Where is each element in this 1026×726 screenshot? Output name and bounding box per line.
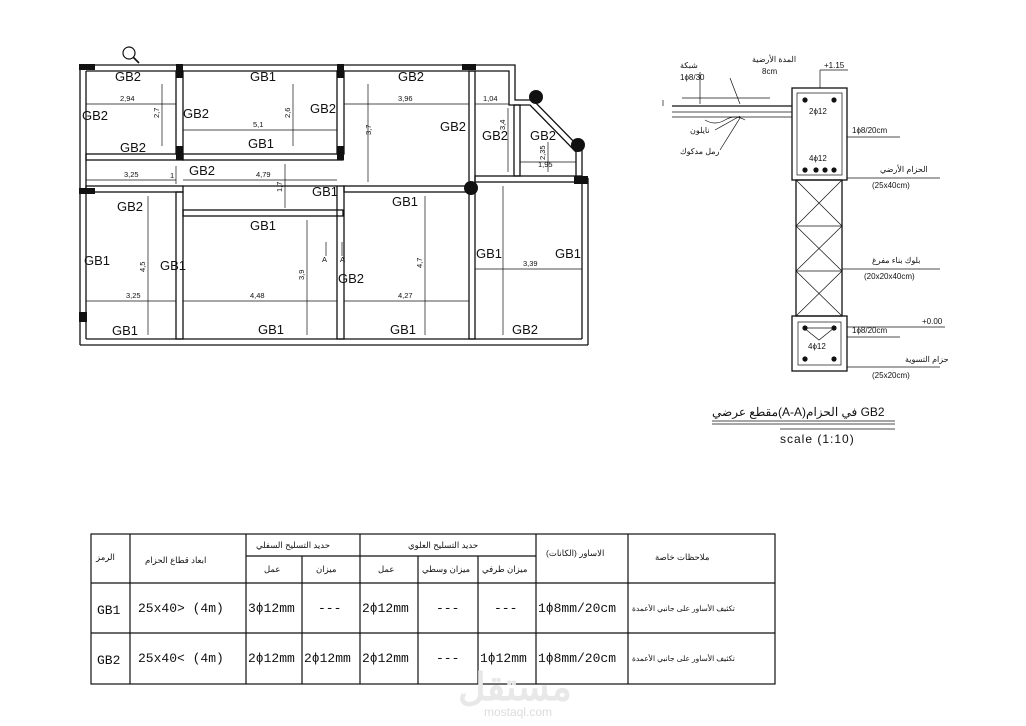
ground-beam-label: الحزام الأرضي — [880, 165, 928, 174]
beam-label: GB1 — [390, 322, 417, 337]
beam-label: GB2 — [189, 163, 216, 178]
row1-stirrups: 1ϕ8mm/20cm — [538, 601, 617, 616]
row2-top-main: 2ϕ12mm — [362, 651, 409, 666]
top-bars-label: 2ϕ12 — [809, 107, 827, 116]
ground-beam-size-label: (25x40cm) — [872, 181, 910, 190]
header-stirrups: الاساور (الكانات) — [546, 548, 605, 558]
dim-label: 3,4 — [498, 119, 507, 130]
row2-symbol: GB2 — [97, 653, 121, 668]
beam-label: GB2 — [115, 69, 142, 84]
dim-label: 4,5 — [138, 261, 147, 272]
beam-label: GB2 — [482, 128, 509, 143]
beam-label: GB2 — [120, 140, 147, 155]
scale-label: scale (1:10) — [780, 432, 855, 446]
beam-label: GB1 — [160, 258, 187, 273]
dim-label: 2,7 — [152, 107, 161, 118]
beam-label: GB2 — [117, 199, 144, 214]
slab-label: المدة الأرضية — [752, 55, 797, 64]
dim-label: 3,39 — [523, 259, 538, 268]
beam-label: GB2 — [338, 271, 365, 286]
row1-top-side: --- — [494, 601, 518, 616]
dim-label: 3,25 — [124, 170, 139, 179]
beam-label: GB2 — [310, 101, 337, 116]
dim-label: 3,7 — [364, 124, 373, 135]
row2-stirrups: 1ϕ8mm/20cm — [538, 651, 617, 666]
dim-label: 2,6 — [283, 107, 292, 118]
stirrups-bottom-label: 1ϕ8/20cm — [852, 326, 888, 335]
nylon-label: نايلون — [690, 126, 710, 135]
watermark-site: mostaql.com — [484, 705, 553, 719]
dim-label: 3,25 — [126, 291, 141, 300]
dim-label: 4,48 — [250, 291, 265, 300]
beam-label: GB2 — [512, 322, 539, 337]
beam-label: GB2 — [183, 106, 210, 121]
header-bottom-balance: ميزان — [316, 564, 337, 574]
beam-label: GB1 — [250, 218, 277, 233]
footing-bars-label: 4ϕ12 — [808, 342, 826, 351]
beam-label: GB1 — [392, 194, 419, 209]
header-top-group: حديد التسليح العلوي — [408, 540, 479, 550]
beam-label: GB1 — [555, 246, 582, 261]
header-dimensions: ابعاد قطاع الحزام — [145, 555, 207, 565]
dim-label: 5,1 — [253, 120, 264, 129]
header-symbol: الرمز — [96, 552, 115, 562]
row1-bottom-main: 3ϕ12mm — [248, 601, 295, 616]
section-detail — [663, 54, 949, 446]
beam-label: GB2 — [82, 108, 109, 123]
beam-label: GB2 — [530, 128, 557, 143]
header-notes: ملاحظات خاصة — [655, 552, 710, 562]
header-top-side: ميزان طرفي — [482, 564, 528, 574]
beam-schedule-table — [91, 534, 775, 684]
dim-label: 3,9 — [297, 269, 306, 280]
beam-label: GB2 — [440, 119, 467, 134]
row2-top-side: 1ϕ12mm — [480, 651, 527, 666]
dim-label: 1,7 — [275, 181, 284, 192]
beam-label: GB2 — [398, 69, 425, 84]
section-title: مقطع عرضي(A-A)في الحزام GB2 — [712, 405, 885, 419]
dim-label: 2,35 — [538, 145, 547, 160]
section-mark-right: A — [340, 255, 346, 264]
level-bottom-label: +0.00 — [922, 317, 943, 326]
row2-top-mid: --- — [436, 651, 460, 666]
row2-bottom-main: 2ϕ12mm — [248, 651, 295, 666]
dim-label: 4,7 — [415, 257, 424, 268]
level-top-label: +1.15 — [824, 61, 845, 70]
bottom-bars-label: 4ϕ12 — [809, 154, 827, 163]
section-mark-left: A — [322, 255, 328, 264]
watermark-brand: مستقل — [458, 667, 572, 709]
row1-notes: تكثيف الأساور على جانبي الأعمدة — [632, 604, 735, 613]
row1-top-mid: --- — [436, 601, 460, 616]
row2-bottom-balance: 2ϕ12mm — [304, 651, 351, 666]
sand-label: رمل مدكوك — [680, 147, 720, 156]
magnifier-icon[interactable] — [123, 47, 139, 63]
block-label: بلوك بناء مفرغ — [872, 256, 921, 265]
dim-label: 4,27 — [398, 291, 413, 300]
dim-label: 3,96 — [398, 94, 413, 103]
dim-label: 1,04 — [483, 94, 498, 103]
beam-label: GB1 — [112, 323, 139, 338]
beam-label: GB1 — [248, 136, 275, 151]
dim-label: 2,94 — [120, 94, 135, 103]
watermark — [458, 667, 572, 719]
row1-dimensions: 25x40> (4m) — [138, 601, 224, 616]
header-bottom-group: حديد التسليح السفلي — [256, 540, 330, 550]
row2-dimensions: 25x40< (4m) — [138, 651, 224, 666]
beam-label: GB1 — [84, 253, 111, 268]
beam-plan — [79, 47, 588, 345]
slab-thickness-label: 8cm — [762, 67, 778, 76]
dim-label: 1 — [170, 171, 175, 180]
beam-label: GB1 — [476, 246, 503, 261]
beam-label: GB1 — [258, 322, 285, 337]
header-bottom-main: عمل — [264, 564, 281, 574]
beam-label: GB1 — [250, 69, 277, 84]
beam-label: GB1 — [312, 184, 339, 199]
header-top-main: عمل — [378, 564, 395, 574]
screed-label: شبكة — [680, 61, 698, 70]
row2-notes: تكثيف الأساور على جانبي الأعمدة — [632, 654, 735, 663]
row1-symbol: GB1 — [97, 603, 121, 618]
block-size-label: (20x20x40cm) — [864, 272, 915, 281]
tie-beam-size-label: (25x20cm) — [872, 371, 910, 380]
row1-bottom-balance: --- — [318, 601, 342, 616]
header-top-mid: ميزان وسطي — [422, 564, 471, 574]
row1-top-main: 2ϕ12mm — [362, 601, 409, 616]
tie-beam-label: حزام التسوية — [905, 355, 949, 364]
stirrups-top-label: 1ϕ8/20cm — [852, 126, 888, 135]
dim-label: 1,95 — [538, 160, 553, 169]
mesh-label: 1ϕ8/30 — [680, 73, 705, 82]
dim-label: 4,79 — [256, 170, 271, 179]
